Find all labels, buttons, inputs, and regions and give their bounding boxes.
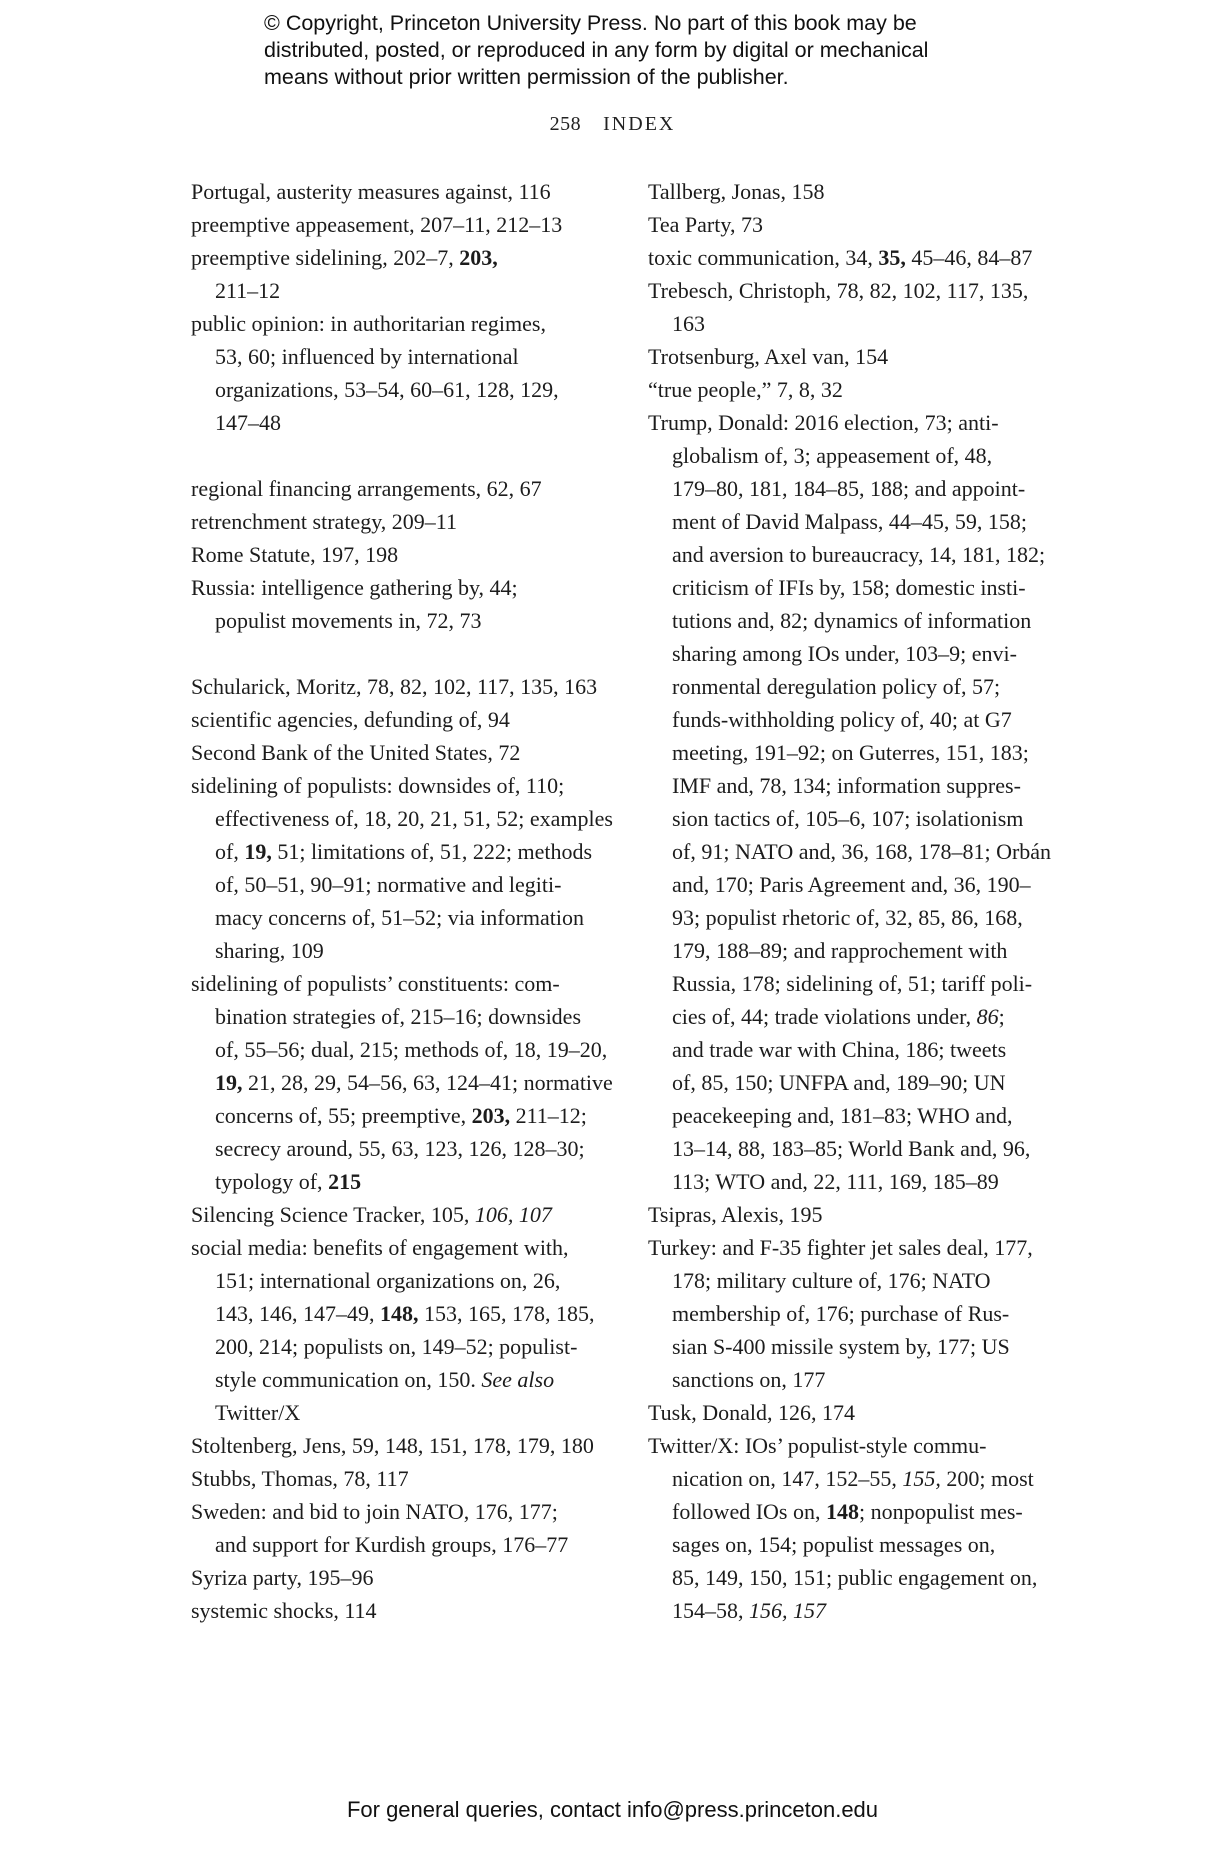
index-line: Twitter/X: [215, 1400, 301, 1425]
index-line: Portugal, austerity measures against, 116: [191, 179, 551, 204]
index-line: public opinion: in authoritarian regimes,: [191, 311, 546, 336]
index-line: Twitter/X: IOs’ populist-style commu-: [648, 1433, 987, 1458]
index-line: 154–58, 156, 157: [672, 1598, 826, 1623]
index-line: social media: benefits of engagement with,: [191, 1235, 569, 1260]
index-line: typology of, 215: [215, 1169, 362, 1194]
index-column-right: [648, 175, 1068, 1627]
index-line: ment of David Malpass, 44–45, 59, 158;: [672, 509, 1028, 534]
index-line: 19, 21, 28, 29, 54–56, 63, 124–41; normative: [215, 1070, 613, 1095]
index-line: Tallberg, Jonas, 158: [648, 179, 825, 204]
index-line: and trade war with China, 186; tweets: [672, 1037, 1007, 1062]
index-line: regional financing arrangements, 62, 67: [191, 476, 542, 501]
index-line: 53, 60; influenced by international: [215, 344, 519, 369]
index-line: organizations, 53–54, 60–61, 128, 129,: [215, 377, 559, 402]
index-line: Schularick, Moritz, 78, 82, 102, 117, 135, 163: [191, 674, 598, 699]
index-line: cies of, 44; trade violations under, 86;: [672, 1004, 1005, 1029]
index-line: retrenchment strategy, 209–11: [191, 509, 457, 534]
index-line: Tsipras, Alexis, 195: [648, 1202, 823, 1227]
index-line: of, 19, 51; limitations of, 51, 222; methods: [215, 839, 593, 864]
index-line: scientific agencies, defunding of, 94: [191, 707, 510, 732]
index-line: tutions and, 82; dynamics of information: [672, 608, 1032, 633]
index-line: bination strategies of, 215–16; downsides: [215, 1004, 582, 1029]
index-line: concerns of, 55; preemptive, 203, 211–12;: [215, 1103, 587, 1128]
index-line: 163: [672, 311, 705, 336]
index-line: criticism of IFIs by, 158; domestic insti-: [672, 575, 1026, 600]
index-line: preemptive sidelining, 202–7, 203,: [191, 245, 498, 270]
footer-contact: For general queries, contact info@press.princeton.edu: [346, 1797, 879, 1822]
index-line: of, 50–51, 90–91; normative and legiti-: [215, 872, 562, 897]
index-line: sidelining of populists’ constituents: com-: [191, 971, 560, 996]
index-line: 179–80, 181, 184–85, 188; and appoint-: [672, 476, 1026, 501]
index-line: IMF and, 78, 134; information suppres-: [672, 773, 1021, 798]
index-line: sion tactics of, 105–6, 107; isolationism: [672, 806, 1024, 831]
index-column-left: [191, 175, 631, 1627]
index-line: 93; populist rhetoric of, 32, 85, 86, 168,: [672, 905, 1023, 930]
copyright-line: distributed, posted, or reproduced in any form by digital or mechanical: [264, 38, 929, 62]
index-line: 211–12: [215, 278, 281, 303]
index-line: sidelining of populists: downsides of, 110;: [191, 773, 565, 798]
index-line: of, 91; NATO and, 36, 168, 178–81; Orbán: [672, 839, 1052, 864]
index-line: 179, 188–89; and rapprochement with: [672, 938, 1008, 963]
index-line: populist movements in, 72, 73: [215, 608, 482, 633]
index-line: sharing among IOs under, 103–9; envi-: [672, 641, 1017, 666]
running-head: [0, 113, 1225, 136]
index-line: Sweden: and bid to join NATO, 176, 177;: [191, 1499, 558, 1524]
index-line: nication on, 147, 152–55, 155, 200; most: [672, 1466, 1034, 1491]
index-line: Silencing Science Tracker, 105, 106, 107: [191, 1202, 552, 1227]
index-line: 85, 149, 150, 151; public engagement on,: [672, 1565, 1038, 1590]
index-line: Second Bank of the United States, 72: [191, 740, 521, 765]
index-line: and, 170; Paris Agreement and, 36, 190–: [672, 872, 1031, 897]
index-line: Russia: intelligence gathering by, 44;: [191, 575, 518, 600]
index-line: Trump, Donald: 2016 election, 73; anti-: [648, 410, 999, 435]
index-line: 151; international organizations on, 26,: [215, 1268, 561, 1293]
index-line: style communication on, 150. See also: [215, 1367, 555, 1392]
index-line: globalism of, 3; appeasement of, 48,: [672, 443, 993, 468]
index-line: Trotsenburg, Axel van, 154: [648, 344, 889, 369]
index-line: Stoltenberg, Jens, 59, 148, 151, 178, 179, 180: [191, 1433, 594, 1458]
index-line: effectiveness of, 18, 20, 21, 51, 52; examples: [215, 806, 613, 831]
index-line: Stubbs, Thomas, 78, 117: [191, 1466, 409, 1491]
copyright-notice: [264, 10, 1024, 91]
index-line: and support for Kurdish groups, 176–77: [215, 1532, 569, 1557]
index-line: of, 85, 150; UNFPA and, 189–90; UN: [672, 1070, 1006, 1095]
index-group-gap: [191, 439, 631, 472]
index-line: 178; military culture of, 176; NATO: [672, 1268, 991, 1293]
index-line: systemic shocks, 114: [191, 1598, 377, 1623]
index-line: Rome Statute, 197, 198: [191, 542, 399, 567]
section-title: INDEX: [603, 113, 676, 135]
index-line: Tea Party, 73: [648, 212, 763, 237]
copyright-line: © Copyright, Princeton University Press. No part of this book may be: [264, 11, 917, 35]
index-line: macy concerns of, 51–52; via information: [215, 905, 585, 930]
index-line: Syriza party, 195–96: [191, 1565, 374, 1590]
index-line: Russia, 178; sidelining of, 51; tariff poli-: [672, 971, 1033, 996]
index-line: Trebesch, Christoph, 78, 82, 102, 117, 135,: [648, 278, 1029, 303]
index-line: sanctions on, 177: [672, 1367, 826, 1392]
index-group-gap: [191, 637, 631, 670]
index-line: sharing, 109: [215, 938, 324, 963]
index-line: 147–48: [215, 410, 281, 435]
index-line: 13–14, 88, 183–85; World Bank and, 96,: [672, 1136, 1031, 1161]
index-line: “true people,” 7, 8, 32: [648, 377, 843, 402]
index-line: of, 55–56; dual, 215; methods of, 18, 19–20,: [215, 1037, 608, 1062]
index-line: ronmental deregulation policy of, 57;: [672, 674, 1001, 699]
index-line: sages on, 154; populist messages on,: [672, 1532, 996, 1557]
index-line: and aversion to bureaucracy, 14, 181, 182;: [672, 542, 1046, 567]
index-line: meeting, 191–92; on Guterres, 151, 183;: [672, 740, 1029, 765]
index-line: secrecy around, 55, 63, 123, 126, 128–30;: [215, 1136, 585, 1161]
index-line: 143, 146, 147–49, 148, 153, 165, 178, 185,: [215, 1301, 595, 1326]
index-line: followed IOs on, 148; nonpopulist mes-: [672, 1499, 1023, 1524]
index-line: 113; WTO and, 22, 111, 169, 185–89: [672, 1169, 999, 1194]
index-line: toxic communication, 34, 35, 45–46, 84–87: [648, 245, 1033, 270]
index-line: preemptive appeasement, 207–11, 212–13: [191, 212, 563, 237]
copyright-line: means without prior written permission of the publisher.: [264, 65, 789, 89]
index-line: 200, 214; populists on, 149–52; populist-: [215, 1334, 578, 1359]
index-line: funds-withholding policy of, 40; at G7: [672, 707, 1012, 732]
index-line: sian S-400 missile system by, 177; US: [672, 1334, 1010, 1359]
page-number: 258: [549, 113, 582, 135]
index-line: Turkey: and F-35 fighter jet sales deal, 177,: [648, 1235, 1033, 1260]
index-line: peacekeeping and, 181–83; WHO and,: [672, 1103, 1013, 1128]
index-line: membership of, 176; purchase of Rus-: [672, 1301, 1010, 1326]
index-line: Tusk, Donald, 126, 174: [648, 1400, 855, 1425]
